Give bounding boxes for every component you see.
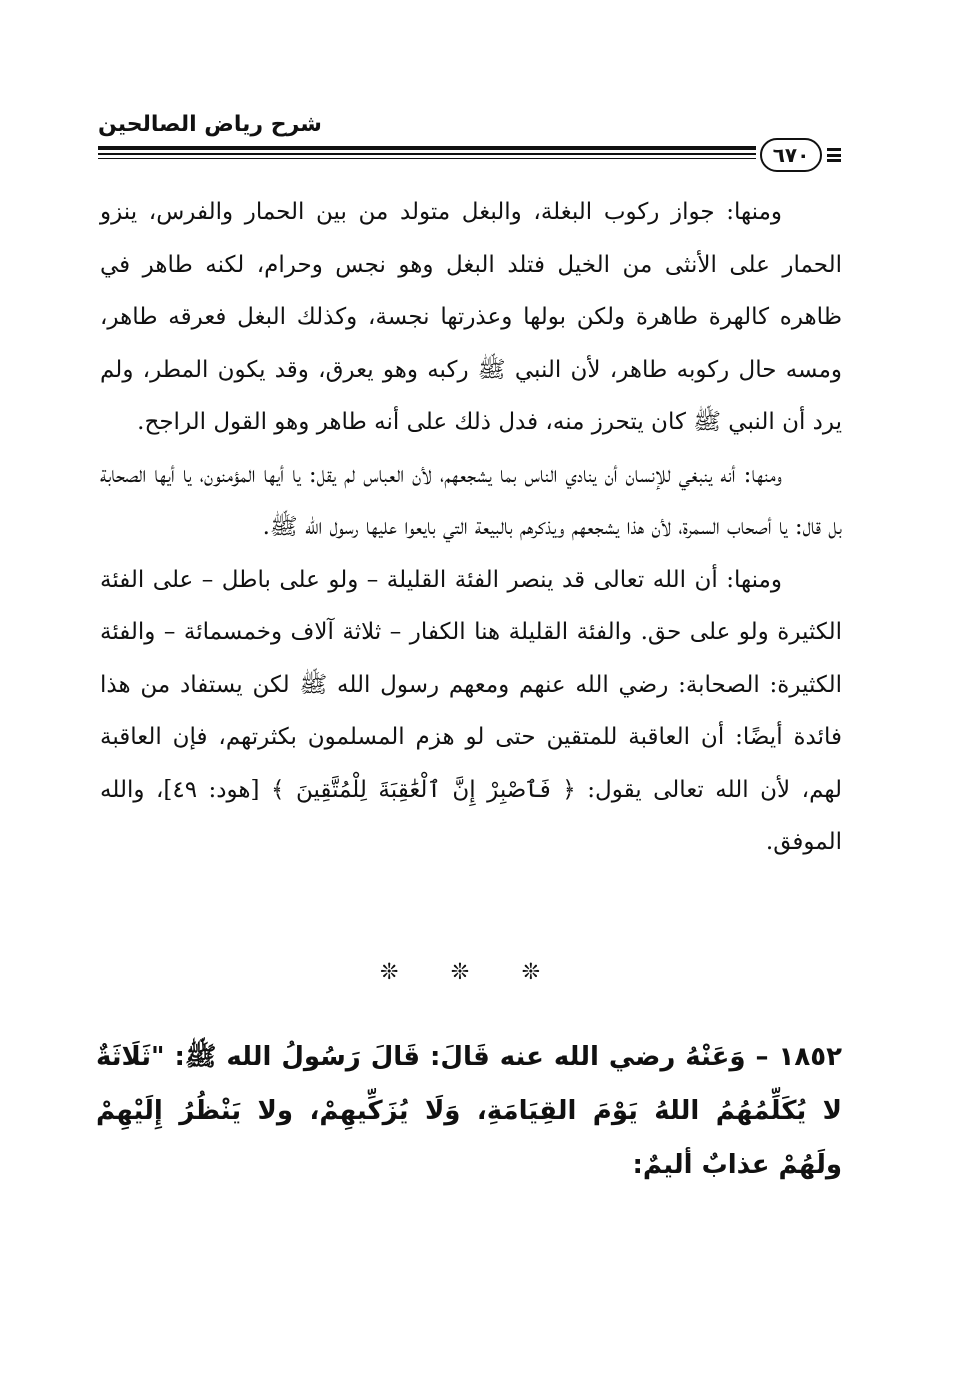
running-header-title: شرح رياض الصالحين: [98, 112, 322, 137]
page-number-badge: [760, 138, 822, 172]
asterisk-icon: ❊: [521, 960, 540, 985]
body-text: [100, 186, 842, 869]
asterisk-icon: ❊: [380, 960, 399, 985]
hadith-text: ١٨٥٢ – وَعَنْهُ رضي الله عنه قَالَ: قَالَ رَسُولُ الله ﷺ: "ثَلَاثَةٌ لا يُكَلِّمُهُمُ اللهُ يَوْمَ القِيَامَةِ، وَلَا يُزَكِّيهِمْ، ولا يَنْظُرُ إِلَيْهِمْ ولَهُمْ عذابٌ أليمٌ:: [96, 1042, 842, 1180]
asterisk-icon: ❊: [450, 960, 470, 985]
header-rule-thin: [98, 158, 756, 159]
paragraph: ومنها: جواز ركوب البغلة، والبغل متولد من بين الحمار والفرس، ينزو الحمار على الأنثى من الخيل فتلد البغل وهو نجس وحرام، لكنه طاهر في ظاهره كالهرة طاهرة ولكن بولها وعذرتها نجسة، وكذلك البغل فعرقه طاهر، ومسه حال ركوبه طاهر، لأن النبي ﷺ ركبه وهو يعرق، وقد يكون المطر، ولم يرد أن النبي ﷺ كان يتحرز منه، فدل ذلك على أنه طاهر وهو القول الراجح.: [100, 199, 842, 435]
paragraph: ومنها: أن الله تعالى قد ينصر الفئة القليلة – ولو على باطل – على الفئة الكثيرة ولو على حق. والفئة القليلة هنا الكفار – ثلاثة آلاف وخمسمائة – والفئة الكثيرة: الصحابة: رضي الله عنهم ومعهم رسول الله ﷺ لكن يستفاد من هذا فائدة أيضًا: أن العاقبة للمتقين حتى لو هزم المسلمون بكثرتهم، فإن العاقبة لهم، لأن الله تعالى يقول: ﴿ فَٱصْبِرْ إِنَّ ٱلْعَٰقِبَةَ لِلْمُتَّقِينَ ﴾ [هود: ٤٩]، والله الموفق.: [100, 566, 842, 855]
page-marker-icon: [827, 148, 841, 162]
paragraph: ومنها: أنه ينبغي للإنسان أن ينادي الناس بما يشجعهم، لأن العباس لم يقل: يا أيها المؤمنون، يا أيها الصحابة بل قال: يا أصحاب السمرة، لأن هذا يشجعهم ويذكرهم بالبيعة التي بايعوا عليها رسول الله ﷺ.: [100, 461, 842, 540]
header-rule-thick: [98, 146, 756, 150]
page-number: ٦٧٠: [772, 143, 810, 167]
section-separator: [380, 960, 540, 985]
header-rule-middle: [98, 153, 756, 155]
